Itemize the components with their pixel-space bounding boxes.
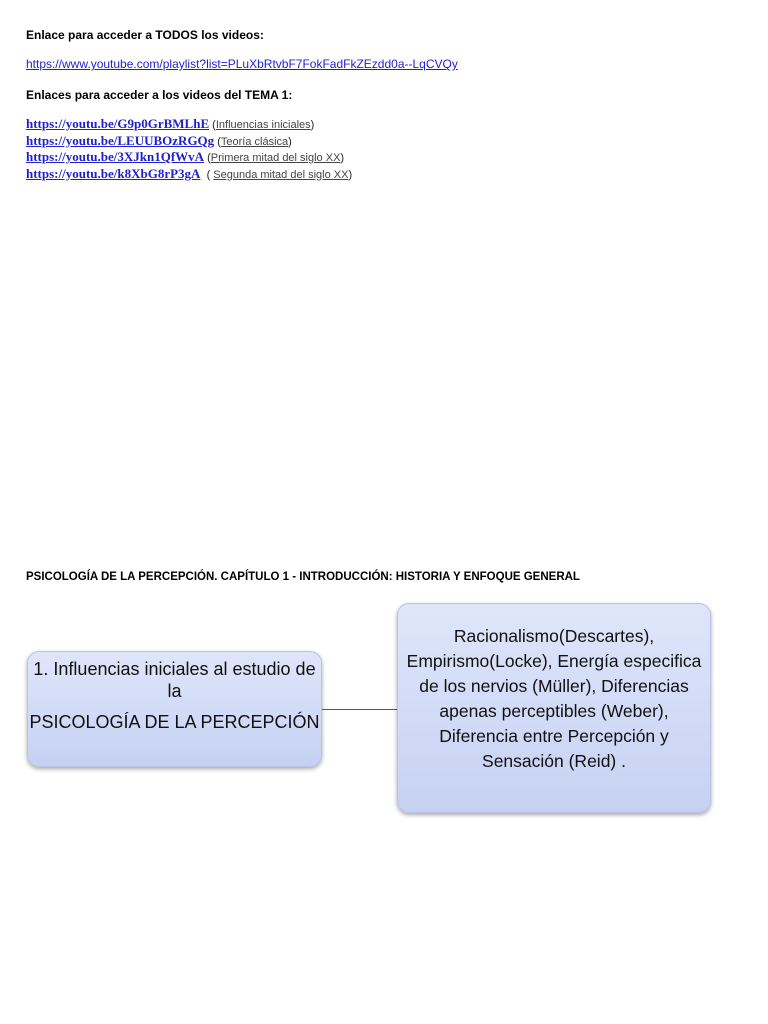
video-description: Segunda mitad del siglo XX xyxy=(213,168,349,181)
paren-open: ( xyxy=(209,119,216,131)
section-title: PSICOLOGÍA DE LA PERCEPCIÓN. CAPÍTULO 1 - INTRODUCCIÓN: HISTORIA Y ENFOQUE GENERAL xyxy=(26,571,580,583)
video-link[interactable]: https://youtu.be/k8XbG8rP3gA xyxy=(26,165,201,181)
paren-close: ) xyxy=(310,119,315,131)
right-box-text: Racionalismo(Descartes), Empirismo(Locke), Energía especifica de los nervios (Müller), Diferencias apenas perceptibles (Weber), Diferencia entre Percepción y Sensación (Reid) . xyxy=(406,626,702,771)
paren-close: ) xyxy=(348,168,353,181)
list-item xyxy=(26,149,352,166)
video-description: Influencias iniciales xyxy=(215,119,311,131)
tema1-link-list xyxy=(26,116,352,182)
video-link[interactable]: https://youtu.be/LEUUBOzRGQg xyxy=(26,132,215,148)
list-item xyxy=(26,116,352,133)
video-description: Primera mitad del siglo XX xyxy=(210,152,341,164)
paren-open: ( xyxy=(204,152,211,164)
list-item xyxy=(26,133,352,150)
paren-close: ) xyxy=(288,135,292,148)
all-videos-heading: Enlace para acceder a TODOS los videos: xyxy=(26,28,264,42)
playlist-link[interactable]: https://www.youtube.com/playlist?list=PLuXbRtvbF7FokFadFkZEzdd0a--LqCVQy xyxy=(26,57,458,71)
video-link[interactable]: https://youtu.be/G9p0GrBMLhE xyxy=(26,116,210,131)
video-description: Teoría clásica xyxy=(220,135,289,148)
video-link[interactable]: https://youtu.be/3XJkn1QfWvA xyxy=(26,149,205,164)
diagram-connector xyxy=(322,709,397,710)
left-box-line2: PSICOLOGÍA DE LA PERCEPCIÓN xyxy=(29,712,320,732)
left-box-line1: 1. Influencias iniciales al estudio de la xyxy=(33,659,316,701)
tema1-heading: Enlaces para acceder a los videos del TEMA 1: xyxy=(26,88,293,102)
list-item xyxy=(26,166,352,183)
diagram-box-right xyxy=(397,603,711,813)
paren-open: ( xyxy=(200,168,214,181)
paren-open: ( xyxy=(214,135,221,148)
paren-close: ) xyxy=(340,152,345,164)
diagram-box-left xyxy=(27,651,322,767)
